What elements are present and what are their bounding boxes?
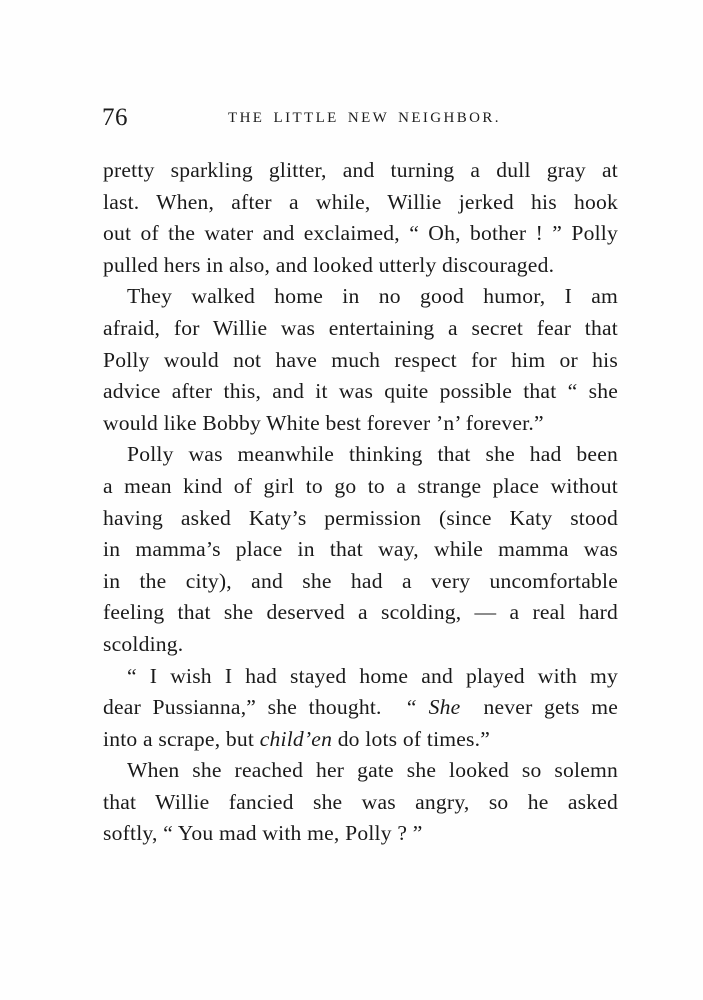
text-line: out of the water and exclaimed, “ Oh, bother ! ” Polly <box>103 221 618 246</box>
page-header <box>100 104 620 138</box>
text-line: in mamma’s place in that way, while mamma was <box>103 537 618 562</box>
text-line: They walked home in no good humor, I am <box>127 284 618 309</box>
text-line: feeling that she deserved a scolding, — a real hard <box>103 600 618 625</box>
text-line: softly, “ You mad with me, Polly ? ” <box>103 821 423 846</box>
text-line: Polly would not have much respect for him or his <box>103 347 618 372</box>
text-line: afraid, for Willie was entertaining a secret fear that <box>103 315 618 340</box>
paragraph-1 <box>103 155 618 281</box>
text-line: “ I wish I had stayed home and played with my <box>127 663 618 688</box>
text-line <box>103 692 618 724</box>
text-segment: do lots of times.” <box>337 726 491 751</box>
text-line <box>103 724 618 756</box>
text-line: last. When, after a while, Willie jerked his hook <box>103 189 618 214</box>
text-line: When she reached her gate she looked so solemn <box>127 758 618 783</box>
paragraph-3 <box>103 439 618 660</box>
text-line: having asked Katy’s permission (since Katy stood <box>103 505 618 530</box>
text-line: pretty sparkling glitter, and turning a dull gray at <box>103 158 618 182</box>
text-segment: never gets me <box>483 695 618 720</box>
page-number: 76 <box>102 104 128 131</box>
body-text <box>103 155 618 850</box>
text-line: would like Bobby White best forever ’n’ forever.” <box>103 410 544 435</box>
paragraph-2 <box>103 281 618 439</box>
running-title: THE LITTLE NEW NEIGHBOR. <box>228 110 501 126</box>
paragraph-4 <box>103 661 618 756</box>
text-line: in the city), and she had a very uncomfortable <box>103 568 618 593</box>
text-segment: into a scrape, but <box>103 726 255 751</box>
text-line: a mean kind of girl to go to a strange place without <box>103 473 618 498</box>
paragraph-5 <box>103 755 618 850</box>
text-line: that Willie fancied she was angry, so he asked <box>103 789 618 814</box>
text-line: Polly was meanwhile thinking that she had been <box>127 442 618 467</box>
text-line: advice after this, and it was quite possible that “ she <box>103 379 618 404</box>
text-segment: dear Pussianna,” she thought. <box>103 695 382 720</box>
text-line: pulled hers in also, and looked utterly discouraged. <box>103 252 555 277</box>
italic-word: “ She <box>404 695 461 720</box>
text-line: scolding. <box>103 631 184 656</box>
italic-word: child’en <box>259 726 333 751</box>
